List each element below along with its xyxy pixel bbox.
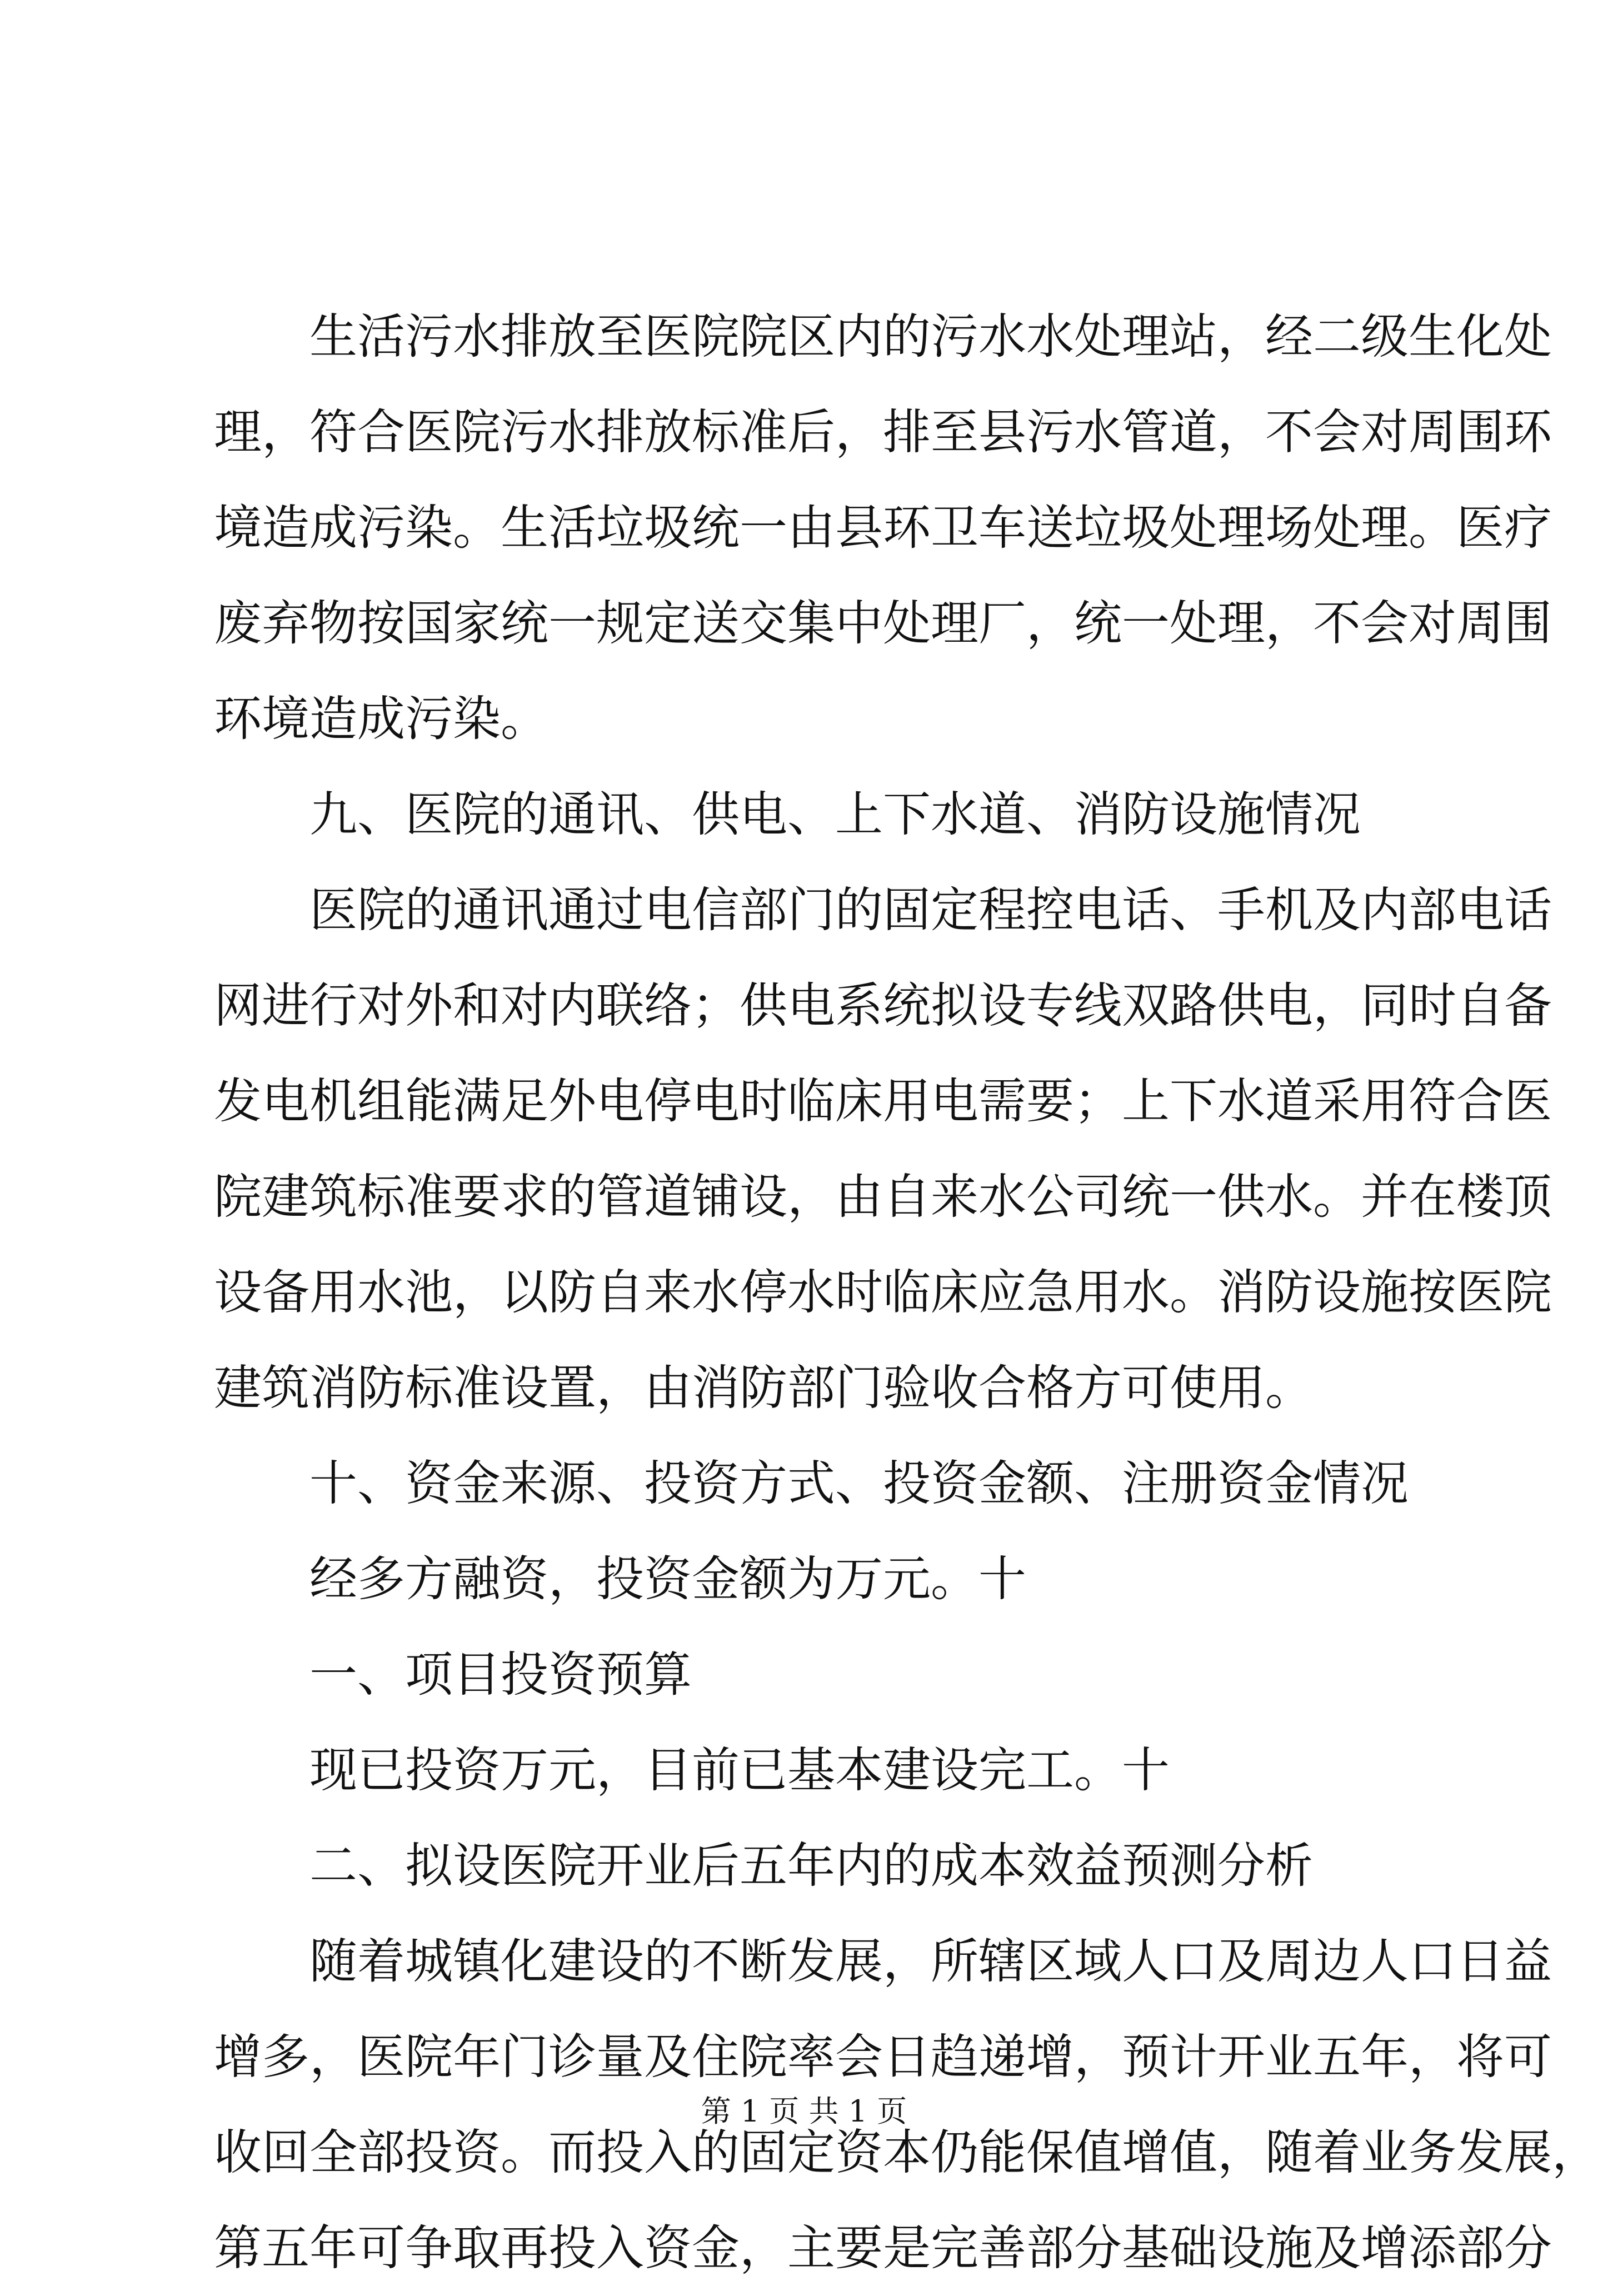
document-body: [214, 289, 1600, 2296]
paragraph-line: 经多方融资，投资金额为万元。十: [309, 1551, 1026, 1607]
paragraph-line: 理，符合医院污水排放标准后，排至县污水管道，不会对周围环: [214, 405, 1552, 460]
section-heading: 一、项目投资预算: [309, 1647, 692, 1703]
paragraph-line: 环境造成污染。: [214, 691, 548, 747]
paragraph-line: 收回全部投资。而投入的固定资本仍能保值增值，随着业务发展，: [214, 2125, 1600, 2180]
paragraph-line: 生活污水排放至医院院区内的污水水处理站，经二级生化处: [309, 309, 1552, 365]
paragraph-line: 境造成污染。生活垃圾统一由县环卫车送垃圾处理场处理。医疗: [214, 500, 1552, 556]
paragraph-line: 随着城镇化建设的不断发展，所辖区域人口及周边人口日益: [309, 1934, 1552, 1989]
section-heading: 二、拟设医院开业后五年内的成本效益预测分析: [309, 1838, 1313, 1894]
paragraph-line: 第五年可争取再投入资金，主要是完善部分基础设施及增添部分: [214, 2220, 1552, 2276]
paragraph-line: 现已投资万元，目前已基本建设完工。十: [309, 1743, 1170, 1798]
section-heading: 十、资金来源、投资方式、投资金额、注册资金情况: [309, 1456, 1409, 1511]
paragraph-line: 废弃物按国家统一规定送交集中处理厂，统一处理，不会对周围: [214, 596, 1552, 651]
paragraph-line: 发电机组能满足外电停电时临床用电需要；上下水道采用符合医: [214, 1074, 1552, 1129]
page-footer: 第 1 页 共 1 页: [701, 2094, 907, 2129]
section-heading: 九、医院的通讯、供电、上下水道、消防设施情况: [309, 787, 1361, 842]
paragraph-line: 设备用水池，以防自来水停水时临床应急用水。消防设施按医院: [214, 1265, 1552, 1320]
paragraph-line: 医院的通讯通过电信部门的固定程控电话、手机及内部电话: [309, 882, 1552, 938]
paragraph-line: 网进行对外和对内联络；供电系统拟设专线双路供电，同时自备: [214, 978, 1552, 1034]
paragraph-line: 院建筑标准要求的管道铺设，由自来水公司统一供水。并在楼顶: [214, 1169, 1552, 1225]
paragraph-line: 增多，医院年门诊量及住院率会日趋递增，预计开业五年，将可: [214, 2029, 1552, 2085]
paragraph-line: 建筑消防标准设置，由消防部门验收合格方可使用。: [214, 1360, 1313, 1416]
